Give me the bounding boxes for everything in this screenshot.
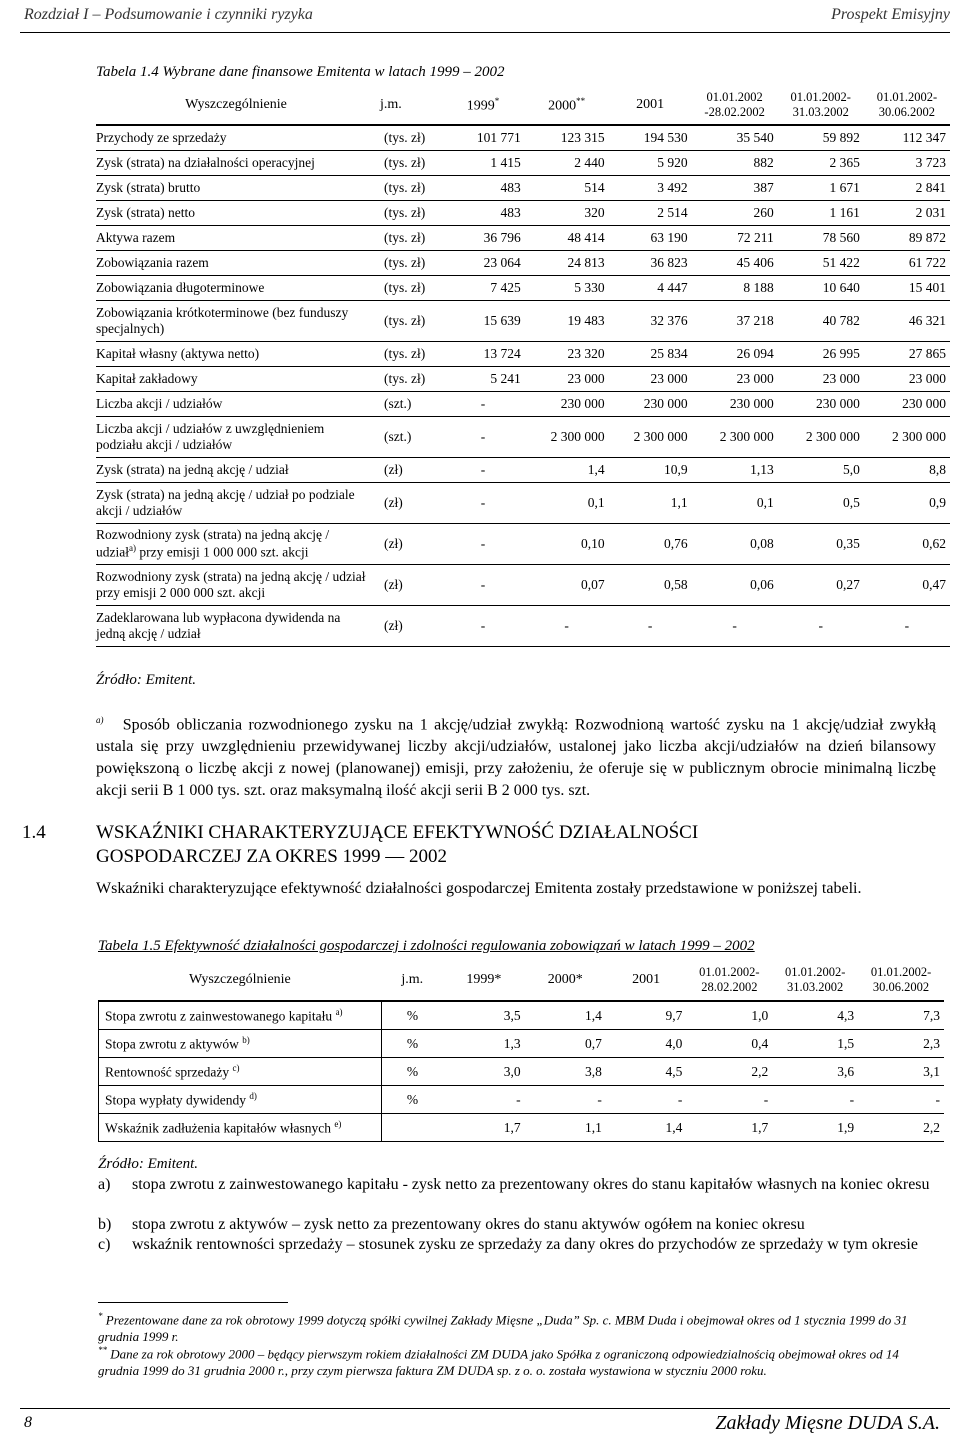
company-name: Zakłady Mięsne DUDA S.A. <box>715 1412 940 1434</box>
t1-row-unit: (tys. zł) <box>383 313 426 328</box>
t1-row-label: Kapitał własny (aktywa netto) <box>96 346 260 361</box>
t1-cell: 19 483 <box>567 313 605 328</box>
t1-cell: 882 <box>753 155 774 170</box>
t1-col-unit: j.m. <box>379 97 402 112</box>
t1-cell: 0,1 <box>587 495 605 510</box>
table2-row <box>99 1001 945 1030</box>
t2-cell: 3,0 <box>443 1058 524 1086</box>
page-header <box>0 0 960 30</box>
t1-cell: 8 188 <box>743 280 774 295</box>
t2-cell: 1,5 <box>772 1030 858 1058</box>
t2-cell: 3,8 <box>525 1058 606 1086</box>
t1-col-mar2002: 01.01.2002- 31.03.2002 <box>790 90 851 119</box>
t1-cell: 387 <box>753 180 774 195</box>
t1-cell: - <box>647 618 653 633</box>
definition-text: stopa zwrotu z zainwestowanego kapitału - zysk netto za prezentowany okres do stanu kapitałów własnych na koniec okresu <box>132 1176 930 1193</box>
t1-cell: 1,4 <box>587 462 605 477</box>
t1-row-label: Kapitał zakładowy <box>96 371 198 386</box>
t1-cell: 23 000 <box>650 371 688 386</box>
table1-row <box>96 226 950 251</box>
t1-cell: 36 796 <box>483 230 521 245</box>
t1-cell: 63 190 <box>650 230 688 245</box>
t1-cell: 72 211 <box>737 230 774 245</box>
table1-row <box>96 483 950 524</box>
t1-cell: - <box>480 495 486 510</box>
t1-cell: 230 000 <box>815 396 860 411</box>
t2-row-unit: % <box>381 1001 443 1030</box>
t2-cell: 4,5 <box>606 1058 687 1086</box>
t2-cell: 1,4 <box>525 1001 606 1030</box>
t2-row-unit: % <box>381 1058 443 1086</box>
t1-row-label: Zysk (strata) brutto <box>96 180 201 195</box>
t1-cell: 0,27 <box>836 577 860 592</box>
t1-cell: 48 414 <box>567 230 605 245</box>
table1-row <box>96 342 950 367</box>
t2-cell: 1,0 <box>686 1001 772 1030</box>
table1-source: Źródło: Emitent. <box>96 672 196 688</box>
t1-row-label: Zobowiązania razem <box>96 255 209 270</box>
t1-row-unit: (tys. zł) <box>383 205 426 220</box>
financial-data-table <box>96 86 950 647</box>
definition-key: b) <box>98 1216 112 1233</box>
t1-cell: 23 000 <box>908 371 946 386</box>
t1-cell: 23 320 <box>567 346 605 361</box>
definition-key: a) <box>98 1176 111 1193</box>
t1-cell: 1,13 <box>750 462 774 477</box>
t1-cell: 194 530 <box>643 130 688 145</box>
t1-cell: - <box>732 618 737 633</box>
section-intro: Wskaźniki charakteryzujące efektywność działalności gospodarczej Emitenta zostały przedstawione w poniższej tabeli. <box>96 880 862 897</box>
t2-col-2001: 2001 <box>632 972 661 987</box>
t1-cell: 15 639 <box>483 313 521 328</box>
t1-cell: 123 315 <box>560 130 605 145</box>
t1-cell: 2 300 000 <box>719 429 774 444</box>
t1-cell: 26 995 <box>822 346 860 361</box>
t1-cell: 36 823 <box>650 255 688 270</box>
table2-header-row <box>99 960 945 1001</box>
t1-row-unit: (zł) <box>383 577 403 592</box>
table1-row <box>96 606 950 647</box>
t2-row-unit: % <box>381 1030 443 1058</box>
table1-row <box>96 201 950 226</box>
t1-cell: 2 300 000 <box>805 429 860 444</box>
t1-cell: 0,62 <box>922 536 946 551</box>
t1-cell: 230 000 <box>560 396 605 411</box>
t1-cell: 89 872 <box>908 230 946 245</box>
t2-cell: 0,4 <box>686 1030 772 1058</box>
t2-cell: - <box>525 1086 606 1114</box>
t1-cell: 27 865 <box>908 346 946 361</box>
t1-cell: 0,58 <box>663 577 688 592</box>
t2-cell: 4,0 <box>606 1030 687 1058</box>
t1-cell: 483 <box>500 180 521 195</box>
t1-cell: - <box>480 536 486 551</box>
section-title-line1: WSKAŹNIKI CHARAKTERYZUJĄCE EFEKTYWNOŚĆ DZIAŁALNOŚCI <box>96 822 699 843</box>
t1-row-unit: (szt.) <box>383 429 412 444</box>
footer-rule <box>20 1408 950 1409</box>
t1-col-item: Wyszczególnienie <box>185 97 287 112</box>
t2-cell: 2,3 <box>858 1030 944 1058</box>
t2-row-label: Wskaźnik zadłużenia kapitałów własnych $^{e)}$ <box>99 1114 382 1142</box>
footnote-rule <box>98 1302 288 1303</box>
t1-cell: 0,35 <box>836 536 860 551</box>
t1-cell: 5,0 <box>842 462 860 477</box>
t1-cell: 7 425 <box>490 280 521 295</box>
t2-col-1999: 1999* <box>466 972 502 987</box>
t1-cell: 2 300 000 <box>892 429 946 444</box>
t1-row-label: Liczba akcji / udziałów <box>96 396 223 411</box>
t1-cell: 230 000 <box>729 396 774 411</box>
t1-cell: 13 724 <box>483 346 521 361</box>
t1-cell: 24 813 <box>567 255 605 270</box>
t1-cell: 40 782 <box>822 313 860 328</box>
t1-row-unit: (tys. zł) <box>383 155 426 170</box>
t1-row-label: Zadeklarowana lub wypłacona dywidenda na jedną akcję / udział <box>96 610 341 641</box>
t2-cell: 2,2 <box>686 1058 772 1086</box>
t1-cell: 0,08 <box>750 536 774 551</box>
t2-cell: - <box>606 1086 687 1114</box>
t1-cell: 0,5 <box>842 495 860 510</box>
t1-cell: 23 000 <box>736 371 774 386</box>
t1-cell: 2 300 000 <box>550 429 605 444</box>
t1-row-label: Liczba akcji / udziałów z uwzględnieniem podziału akcji / udziałów <box>96 421 325 452</box>
table1-row <box>96 565 950 606</box>
t1-cell: 61 722 <box>908 255 946 270</box>
t1-cell: 10 640 <box>822 280 860 295</box>
t2-cell: - <box>443 1086 524 1114</box>
t1-cell: - <box>480 618 486 633</box>
t1-cell: 0,76 <box>663 536 688 551</box>
t1-row-unit: (tys. zł) <box>383 180 426 195</box>
t1-row-label: Aktywa razem <box>96 230 176 245</box>
t1-cell: 5 330 <box>574 280 605 295</box>
t1-row-unit: (tys. zł) <box>383 230 426 245</box>
t1-cell: 23 000 <box>567 371 605 386</box>
t1-cell: - <box>480 396 486 411</box>
t1-cell: - <box>480 462 486 477</box>
t2-cell: 9,7 <box>606 1001 687 1030</box>
header-rule <box>20 32 950 33</box>
footnote: * Prezentowane dane za rok obrotowy 1999 dotyczą spółki cywilnej Zakłady Mięsne „Duda” Sp. c. MBM Duda i obejmował okres od 1 stycznia 1999 do 31 grudnia 1999 r. <box>98 1311 908 1345</box>
t2-col-item: Wyszczególnienie <box>188 972 291 987</box>
t1-cell: - <box>904 618 910 633</box>
t1-cell: - <box>480 577 486 592</box>
t1-cell: 23 064 <box>483 255 521 270</box>
table1-row <box>96 524 950 565</box>
table1-row <box>96 392 950 417</box>
t2-cell: 3,6 <box>772 1058 858 1086</box>
t1-cell: 78 560 <box>822 230 860 245</box>
t1-cell: 260 <box>753 205 774 220</box>
definition-text: stopa zwrotu z aktywów – zysk netto za prezentowany okres do stanu aktywów ogółem na koniec okresu <box>132 1216 805 1233</box>
t1-row-unit: (tys. zł) <box>383 255 426 270</box>
t1-cell: 8,8 <box>929 462 946 477</box>
table1-row <box>96 176 950 201</box>
t1-row-label: Zysk (strata) na jedną akcję / udział po podziale akcji / udziałów <box>96 487 355 518</box>
footnote-a: $^{a)}$ Sposób obliczania rozwodnionego zysku na 1 akcję/udział zwykłą: Rozwodnioną wartość zysku na 1 akcję/udział zwykłą ustala się przy uwzględnieniu przewidywanej liczby akcji/udziałów, ustalonej jako liczba akcji/udziałów na dzień bilansowy powiększoną o liczbę akcji z nowej (planowanej) emisji, przy założeniu, że oferuje się w publicznym obrocie minimalną liczbę akcji serii B 1 000 tys. szt. oraz maksymalną ilość akcji serii B 2 000 tys. szt. <box>96 715 936 800</box>
t1-cell: 0,06 <box>750 577 774 592</box>
t1-row-label: Zysk (strata) na jedną akcję / udział <box>96 462 289 477</box>
table2-row <box>99 1086 945 1114</box>
t2-cell: 1,7 <box>443 1114 524 1142</box>
table1-row <box>96 301 950 342</box>
t1-cell: 0,1 <box>756 495 774 510</box>
t1-cell: 46 321 <box>908 313 946 328</box>
table2-row <box>99 1114 945 1142</box>
t1-col-feb2002: 01.01.2002 -28.02.2002 <box>704 90 765 119</box>
t1-cell: 5 241 <box>490 371 521 386</box>
t1-row-label: Zysk (strata) netto <box>96 205 195 220</box>
t1-cell: 2 514 <box>657 205 688 220</box>
table1-body <box>96 125 950 647</box>
t2-cell: 1,1 <box>525 1114 606 1142</box>
t2-cell: - <box>772 1086 858 1114</box>
t1-row-unit: (zł) <box>383 462 403 477</box>
t1-cell: 15 401 <box>908 280 946 295</box>
table1-caption: Tabela 1.4 Wybrane dane finansowe Emitenta w latach 1999 – 2002 <box>96 64 505 80</box>
footnote: ** Dane za rok obrotowy 2000 – będący pierwszym rokiem działalności ZM DUDA jako Spółka z ograniczoną odpowiedzialnością obejmował okres od 14 grudnia 1999 do 31 grudnia 2000 r., przy czym pierwsza faktura ZM DUDA sp. z o. o. została wystawiona w styczniu 2000 roku. <box>98 1345 899 1379</box>
t2-cell: - <box>858 1086 944 1114</box>
t1-cell: 112 347 <box>902 130 946 145</box>
t1-cell: 10,9 <box>663 462 688 477</box>
t2-cell: 0,7 <box>525 1030 606 1058</box>
t1-cell: 514 <box>584 180 605 195</box>
t1-cell: 1 671 <box>829 180 860 195</box>
t1-row-unit: (tys. zł) <box>383 280 426 295</box>
t2-row-label: Stopa wypłaty dywidendy $^{d)}$ <box>99 1086 382 1114</box>
t1-cell: 2 440 <box>574 155 605 170</box>
t1-cell: - <box>480 429 486 444</box>
t1-row-label: Rozwodniony zysk (strata) na jedną akcję / udział przy emisji 2 000 000 szt. akcji <box>96 569 366 600</box>
table2-source: Źródło: Emitent. <box>98 1156 198 1172</box>
t1-cell: 37 218 <box>736 313 774 328</box>
t1-cell: 25 834 <box>650 346 688 361</box>
t2-cell: 2,2 <box>858 1114 944 1142</box>
t2-cell: 3,5 <box>443 1001 524 1030</box>
t2-col-2000: 2000* <box>547 972 583 987</box>
t2-col-mar2002: 01.01.2002- 31.03.2002 <box>784 965 846 994</box>
t1-cell: 5 920 <box>657 155 688 170</box>
t1-cell: 2 841 <box>915 180 946 195</box>
definition-key: c) <box>98 1236 111 1253</box>
t1-cell: 59 892 <box>822 130 860 145</box>
t2-col-feb2002: 01.01.2002- 28.02.2002 <box>699 965 760 994</box>
t1-col-jun2002: 01.01.2002- 30.06.2002 <box>876 90 938 119</box>
t1-col-1999: 1999* <box>466 95 500 114</box>
t1-cell: 51 422 <box>822 255 860 270</box>
t1-cell: 230 000 <box>902 396 946 411</box>
t1-cell: 2 365 <box>829 155 860 170</box>
t1-cell: - <box>564 618 569 633</box>
table2-row <box>99 1030 945 1058</box>
table2-body <box>99 1001 945 1142</box>
t1-cell: 4 447 <box>657 280 688 295</box>
t1-cell: - <box>818 618 824 633</box>
t1-cell: 2 300 000 <box>633 429 688 444</box>
table2-caption: Tabela 1.5 Efektywność działalności gospodarczej i zdolności regulowania zobowiązań w latach 1999 – 2002 <box>98 938 755 954</box>
header-chapter: Rozdział I – Podsumowanie i czynniki ryzyka <box>24 6 313 23</box>
table1-row <box>96 251 950 276</box>
t1-cell: 3 723 <box>915 155 946 170</box>
table1-row <box>96 151 950 176</box>
t1-row-unit: (tys. zł) <box>383 371 426 386</box>
t1-row-label: Zobowiązania krótkoterminowe (bez funduszy specjalnych) <box>96 305 349 336</box>
table1-row <box>96 458 950 483</box>
t2-cell: 3,1 <box>858 1058 944 1086</box>
t1-row-unit: (zł) <box>383 536 403 551</box>
t1-cell: 0,9 <box>929 495 946 510</box>
t2-cell: - <box>686 1086 772 1114</box>
t2-row-unit <box>381 1114 443 1142</box>
t1-row-label: Rozwodniony zysk (strata) na jedną akcję / udział$^{a)}$ przy emisji 1 000 000 szt. akcji <box>96 527 330 560</box>
t1-cell: 23 000 <box>822 371 860 386</box>
t2-cell: 7,3 <box>858 1001 944 1030</box>
t1-col-2001: 2001 <box>636 97 665 112</box>
table1-row <box>96 125 950 151</box>
page-number: 8 <box>24 1414 32 1431</box>
t1-row-unit: (zł) <box>383 618 403 633</box>
t1-cell: 45 406 <box>736 255 774 270</box>
t1-cell: 35 540 <box>736 130 774 145</box>
t1-row-label: Zobowiązania długoterminowe <box>96 280 265 295</box>
t1-cell: 1,1 <box>670 495 688 510</box>
header-doc-title: Prospekt Emisyjny <box>831 6 950 23</box>
t2-cell: 1,3 <box>443 1030 524 1058</box>
t1-row-label: Zysk (strata) na działalności operacyjnej <box>96 155 315 170</box>
table1-header-row <box>96 86 950 125</box>
definition-text: wskaźnik rentowności sprzedaży – stosunek zysku ze sprzedaży za dany okres do przychodów ze sprzedaży w tym okresie <box>132 1236 918 1253</box>
table1-row <box>96 367 950 392</box>
section-number: 1.4 <box>22 822 46 843</box>
t1-cell: 1 415 <box>490 155 521 170</box>
t1-cell: 26 094 <box>736 346 774 361</box>
t1-cell: 0,10 <box>580 536 605 551</box>
t1-cell: 0,47 <box>922 577 946 592</box>
table2-row <box>99 1058 945 1086</box>
t2-cell: 4,3 <box>772 1001 858 1030</box>
table1-row <box>96 417 950 458</box>
t1-row-label: Przychody ze sprzedaży <box>96 130 227 145</box>
t2-cell: 1,4 <box>606 1114 687 1142</box>
t2-row-unit: % <box>381 1086 443 1114</box>
t1-row-unit: (tys. zł) <box>383 346 426 361</box>
section-title-line2: GOSPODARCZEJ ZA OKRES 1999 — 2002 <box>96 846 448 867</box>
t1-cell: 1 161 <box>829 205 860 220</box>
t1-row-unit: (zł) <box>383 495 403 510</box>
t1-cell: 3 492 <box>657 180 688 195</box>
t1-cell: 2 031 <box>915 205 946 220</box>
t2-row-label: Rentowność sprzedaży $^{c)}$ <box>99 1058 382 1086</box>
t2-col-jun2002: 01.01.2002- 30.06.2002 <box>870 965 932 994</box>
t2-col-unit: j.m. <box>401 972 424 987</box>
t1-cell: 32 376 <box>650 313 688 328</box>
table1-row <box>96 276 950 301</box>
t2-row-label: Stopa zwrotu z aktywów $^{b)}$ <box>99 1030 382 1058</box>
t1-row-unit: (szt.) <box>383 396 412 411</box>
t1-col-2000: 2000** <box>548 95 586 114</box>
t2-cell: 1,9 <box>772 1114 858 1142</box>
efficiency-indicators-table <box>98 960 944 1142</box>
t1-cell: 320 <box>584 205 605 220</box>
t1-cell: 101 771 <box>476 130 521 145</box>
t1-row-unit: (tys. zł) <box>383 130 426 145</box>
t2-row-label: Stopa zwrotu z zainwestowanego kapitału $^{a)}$ <box>99 1001 382 1030</box>
t1-cell: 230 000 <box>643 396 688 411</box>
t1-cell: 0,07 <box>580 577 605 592</box>
t2-cell: 1,7 <box>686 1114 772 1142</box>
t1-cell: 483 <box>500 205 521 220</box>
